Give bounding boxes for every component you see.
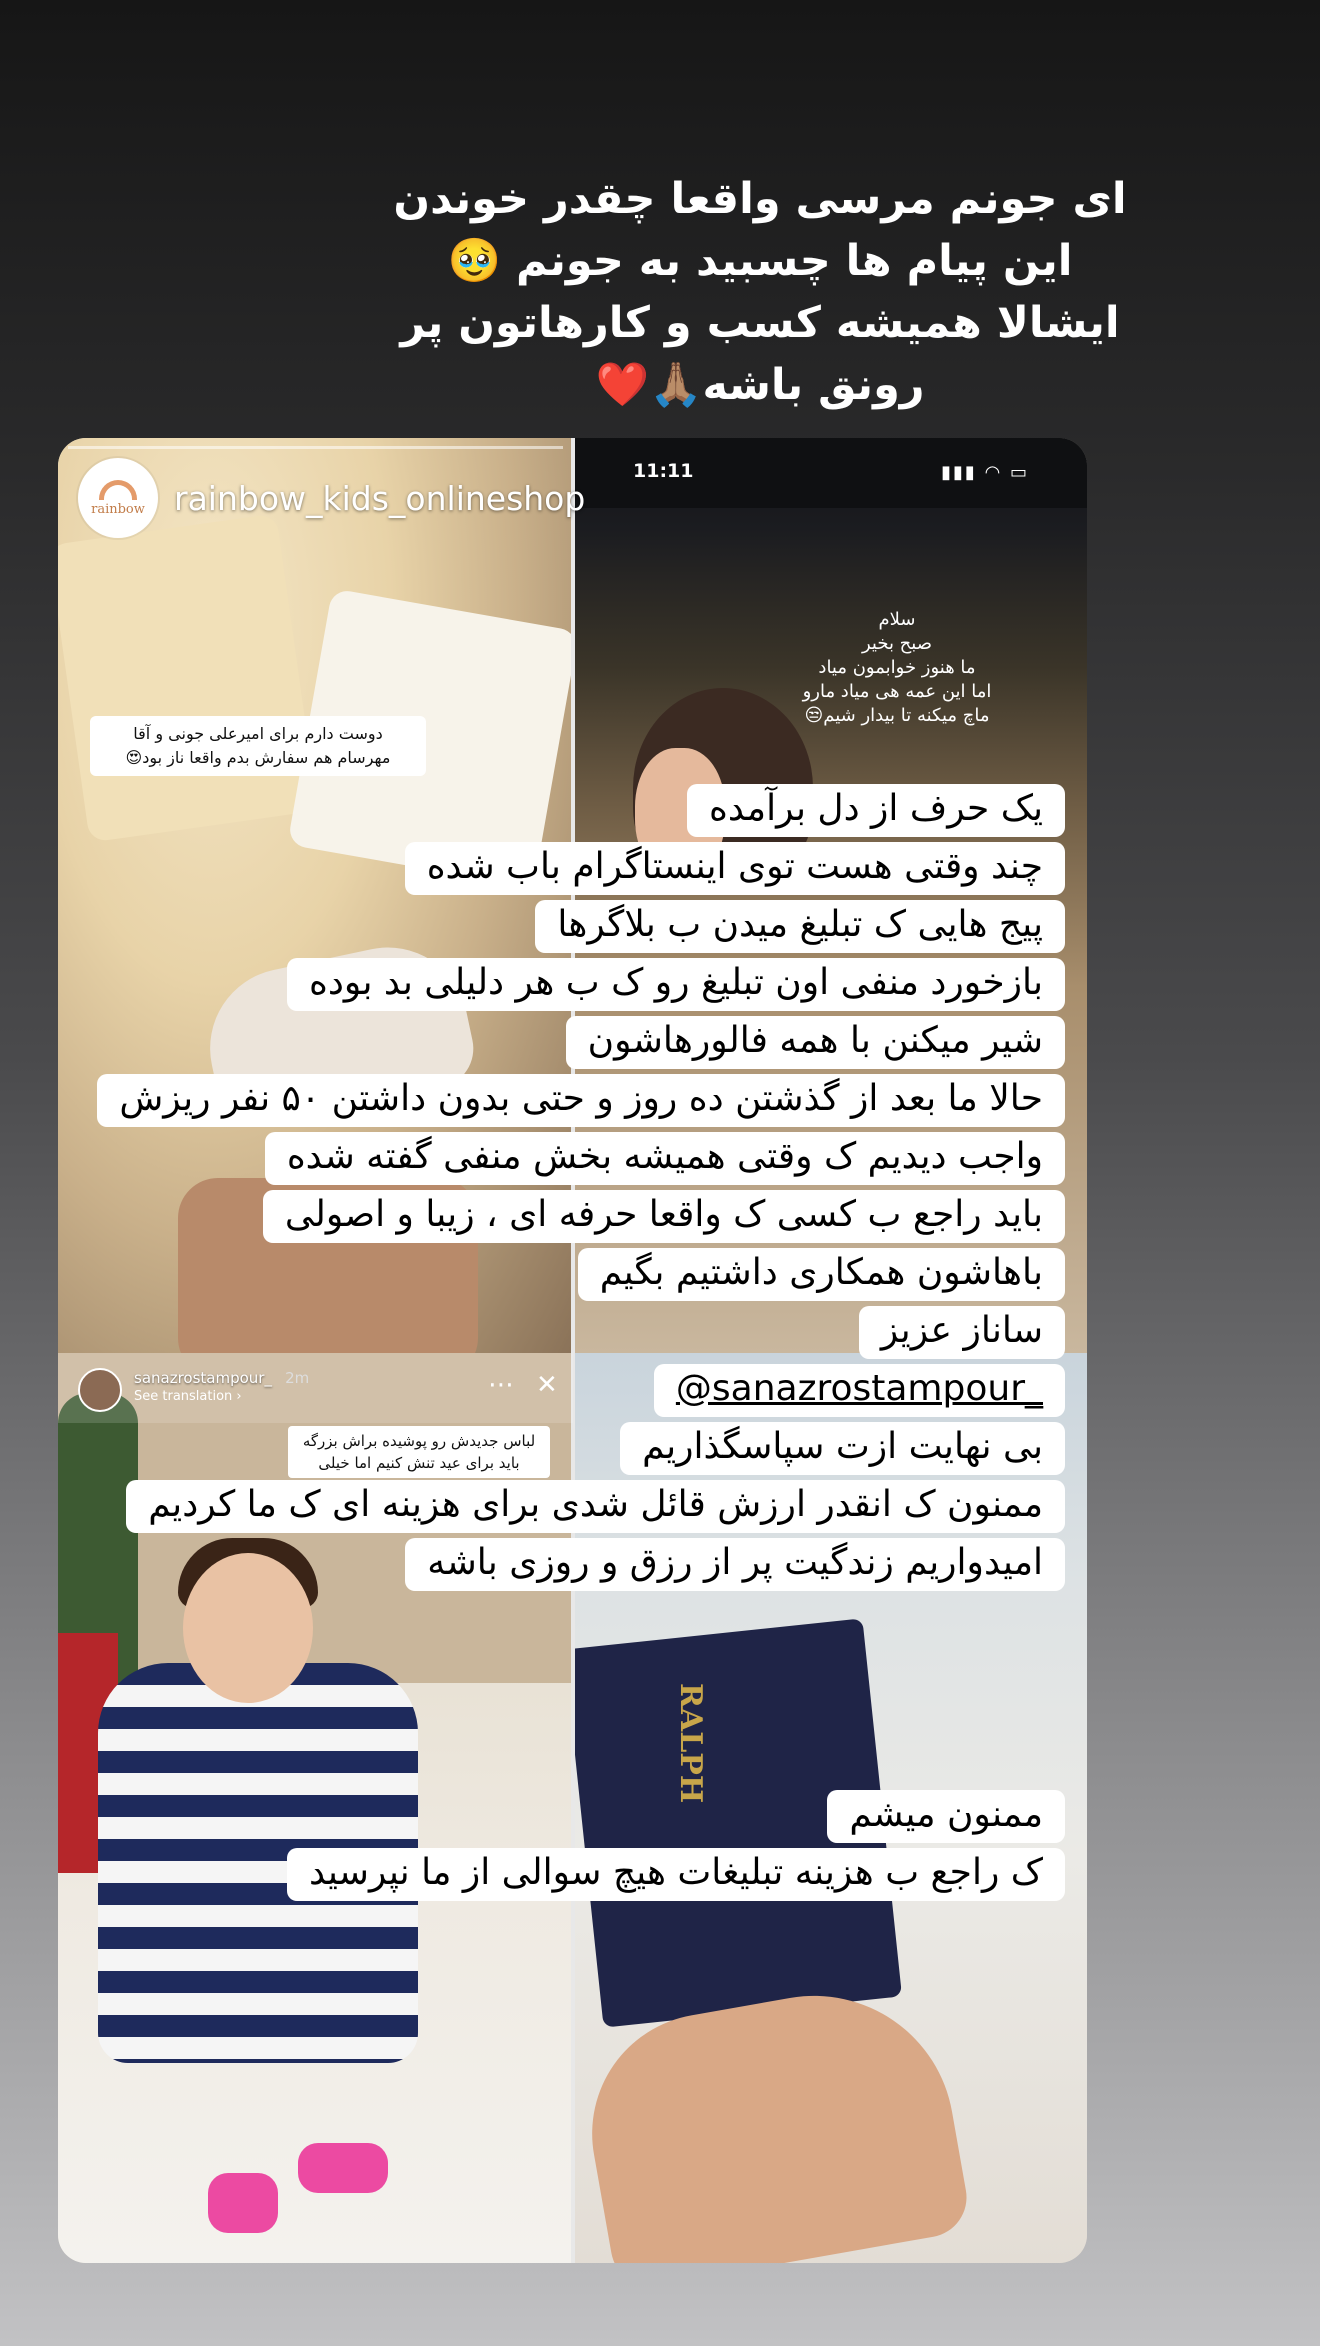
- sticker-line: مهرسام هم سفارش بدم واقعا ناز بود😍: [125, 748, 391, 767]
- logo-wordmark: rainbow: [91, 501, 145, 517]
- message-line: شیر میکنن با همه فالورهاشون: [97, 1012, 1065, 1070]
- signal-wifi-battery-icon: ▮▮▮ ◠ ▭: [941, 462, 1029, 483]
- message-line: چند وقتی هست توی اینستاگرام باب شده: [97, 838, 1065, 896]
- message-line: ک راجع ب هزینه تبلیغات هیچ سوالی از ما نپرسید: [287, 1844, 1065, 1902]
- shop-header: [78, 458, 585, 538]
- message-text-block: [97, 780, 1065, 1592]
- msg-line: ماچ میکنه تا بیدار شیم😒: [804, 705, 990, 726]
- box-brand-text: RALPH: [673, 1683, 708, 1804]
- caption-line: رونق باشه🙏🏽❤️: [595, 360, 925, 410]
- pink-shoe: [208, 2173, 278, 2233]
- message-line: باهاشون همکاری داشتیم بگیم: [97, 1244, 1065, 1302]
- story-time: 2m: [285, 1369, 310, 1387]
- mention-line[interactable]: [97, 1360, 1065, 1418]
- message-line: حالا ما بعد از گذشتن ده روز و حتی بدون داشتن ۵۰ نفر ریزش: [97, 1070, 1065, 1128]
- phone-message: [747, 608, 1047, 728]
- message-line: ممنون میشم: [287, 1786, 1065, 1844]
- msg-line: سلام: [878, 609, 916, 630]
- shop-username[interactable]: rainbow_kids_onlineshop: [174, 478, 586, 518]
- msg-line: صبح بخیر: [861, 633, 933, 654]
- see-translation-link[interactable]: See translation ›: [134, 1389, 242, 1404]
- sticker-line: باید برای عید تنش کنیم اما خیلی: [318, 1454, 520, 1472]
- message-line: امیدواریم زندگیت پر از رزق و روزی باشه: [97, 1534, 1065, 1592]
- message-line: باید راجع ب کسی ک واقعا حرفه ای ، زیبا و اصولی: [97, 1186, 1065, 1244]
- status-bar: [573, 438, 1087, 508]
- more-icon[interactable]: ⋯: [488, 1370, 514, 1400]
- message-line: بی نهایت ازت سپاسگذاریم: [97, 1418, 1065, 1476]
- message-line: واجب دیدیم ک وقتی همیشه بخش منفی گفته شده: [97, 1128, 1065, 1186]
- caption-line: ایشالا همیشه کسب و کارهاتون پر: [400, 298, 1120, 348]
- message-line: ممنون ک انقدر ارزش قائل شدی برای هزینه ای ک ما کردیم: [97, 1476, 1065, 1534]
- story-caption: [300, 168, 1220, 416]
- message-line: پیج هایی ک تبلیغ میدن ب بلاگرها: [97, 896, 1065, 954]
- pink-shoe: [298, 2143, 388, 2193]
- screenshot-collage: [58, 438, 1087, 2263]
- shop-avatar[interactable]: [78, 458, 158, 538]
- message-line: بازخورد منفی اون تبلیغ رو ک ب هر دلیلی بد بوده: [97, 954, 1065, 1012]
- caption-line: این پیام ها چسبید به جونم 🥹: [447, 236, 1073, 286]
- story-text-sticker: [90, 716, 426, 776]
- sticker-line: لباس جدیدش رو پوشیده براش بزرگه: [302, 1432, 536, 1450]
- story-progress-bar: [68, 446, 563, 449]
- msg-line: ما هنوز خوابمون میاد: [818, 657, 976, 678]
- story-username[interactable]: sanazrostampour_: [134, 1369, 272, 1387]
- message-line: ساناز عزیز: [97, 1302, 1065, 1360]
- msg-line: اما این عمه هی میاد مارو: [802, 681, 992, 702]
- message-text-block-2: [287, 1786, 1065, 1902]
- sticker-line: دوست دارم برای امیرعلی جونی و آقا: [133, 724, 383, 743]
- status-time: 11:11: [633, 460, 694, 482]
- message-line: یک حرف از دل برآمده: [97, 780, 1065, 838]
- close-icon[interactable]: ✕: [536, 1370, 558, 1400]
- caption-line: ای جونم مرسی واقعا چقدر خوندن: [393, 174, 1127, 224]
- mention-link[interactable]: @sanazrostampour_: [654, 1364, 1065, 1417]
- rainbow-logo-icon: [99, 480, 137, 500]
